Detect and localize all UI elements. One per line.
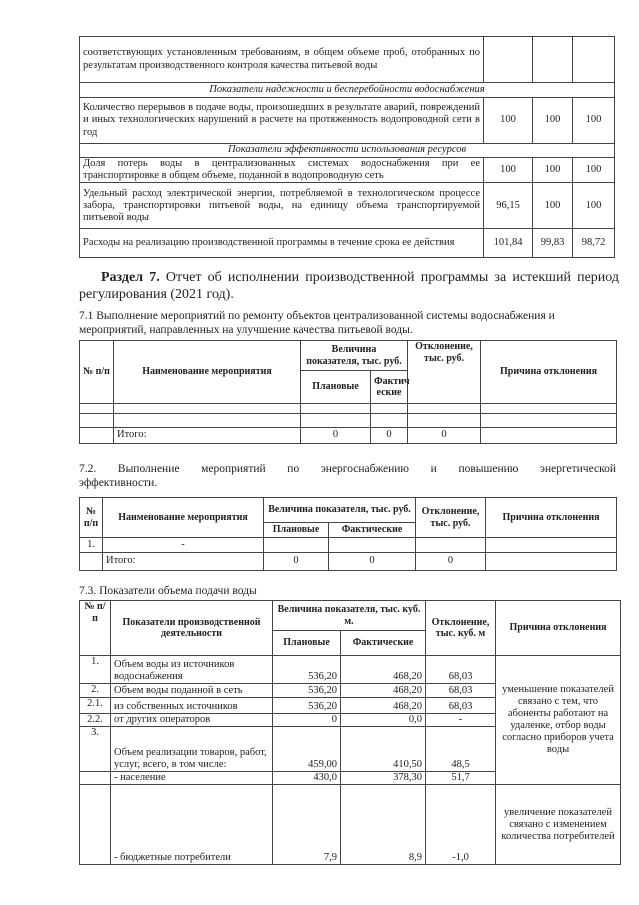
row-fact: 468,20: [341, 684, 426, 698]
indicator-name: Удельный расход электрической энергии, потребляемой в технологическом процессе забора, транспортировки питьевой воды, на единицу объема транспортируемой питьевой воды: [80, 183, 484, 229]
row-num: [80, 785, 111, 865]
section-7-3-title: 7.3. Показатели объема подачи воды: [79, 585, 257, 597]
row-num: 2.: [80, 684, 111, 698]
row-name: Объем воды поданной в сеть: [111, 684, 273, 698]
col-value: Величина показателя, тыс. куб. м.: [273, 601, 426, 631]
col-reason: Причина отклонения: [481, 341, 617, 404]
indicator-value: [533, 37, 573, 83]
col-fact: Фактические: [341, 631, 426, 656]
col-name: Показатели производственной деятельности: [111, 601, 273, 656]
indicator-value: 96,15: [484, 183, 533, 229]
indicator-name: Расходы на реализацию производственной программы в течение срока ее действия: [80, 229, 484, 258]
row-name: Объем реализации товаров, работ, услуг, всего, в том числе:: [111, 727, 273, 772]
total-fact: 0: [329, 553, 416, 571]
indicator-value: 98,72: [573, 229, 615, 258]
col-deviation: Отклонение, тыс. руб.: [408, 341, 481, 404]
table-row: [80, 656, 621, 684]
section-title: Отчет об исполнении производственной программы за истекший период регулирования (2021 год).: [79, 270, 620, 302]
row-deviation: -: [426, 714, 496, 727]
row-deviation: 68,03: [426, 656, 496, 684]
section-label: Раздел 7.: [101, 270, 160, 285]
col-deviation: Отклонение, тыс. руб.: [416, 498, 486, 538]
indicator-value: [573, 37, 615, 83]
row-plan: 430,0: [273, 772, 341, 785]
col-plan: Плановые: [273, 631, 341, 656]
table-row: [80, 414, 617, 428]
section-header: Показатели эффективности использования ресурсов: [80, 144, 615, 158]
row-name: - население: [111, 772, 273, 785]
row-num: 1.: [80, 656, 111, 684]
indicator-name: Доля потерь воды в централизованных системах водоснабжения при ее транспортировке в общем объеме, поданной в водопроводную сеть: [80, 158, 484, 183]
indicator-value: 100: [573, 158, 615, 183]
row-deviation: 48,5: [426, 727, 496, 772]
row-num: 3.: [80, 727, 111, 772]
indicator-value: 100: [573, 183, 615, 229]
row-name: Объем воды из источников водоснабжения: [111, 656, 273, 684]
row-num: [80, 772, 111, 785]
indicator-name: Количество перерывов в подаче воды, произошедших в результате аварий, повреждений и иных технологических нарушений в расчете на протяженность водопроводной сети в год: [80, 98, 484, 144]
row-num: 2.2.: [80, 714, 111, 727]
col-num: № п/п: [80, 601, 111, 656]
indicator-value: 99,83: [533, 229, 573, 258]
total-dev: 0: [408, 428, 481, 444]
total-label: Итого:: [114, 428, 301, 444]
row-deviation: 68,03: [426, 684, 496, 698]
row-plan: 0: [273, 714, 341, 727]
total-row: [80, 428, 617, 444]
deviation-reason: увеличение показателей связано с изменением количества потребителей: [496, 785, 621, 865]
table-row: [80, 538, 617, 553]
table-row: [80, 404, 617, 414]
total-row: [80, 553, 617, 571]
table-row: [80, 98, 615, 144]
indicator-value: 100: [533, 158, 573, 183]
section-7-1-title: 7.1 Выполнение мероприятий по ремонту объектов централизованной системы водоснабжения и мероприятий, направленных на улучшение качества питьевой воды.: [79, 310, 555, 336]
table-row: [80, 785, 621, 865]
row-deviation: -1,0: [426, 785, 496, 865]
row-fact: 0,0: [341, 714, 426, 727]
col-num: № п/п: [80, 498, 103, 538]
indicator-name: соответствующих установленным требованиям, в общем объеме проб, отобранных по результатам производственного контроля качества питьевой воды: [80, 37, 484, 83]
col-plan: Плановые: [264, 523, 329, 538]
row-plan: 536,20: [273, 656, 341, 684]
row-plan: 7,9: [273, 785, 341, 865]
section-7-2-title: 7.2. Выполнение мероприятий по энергоснабжению и повышению энергетической эффективности.: [79, 463, 616, 489]
row-name: из собственных источников: [111, 698, 273, 714]
table-row: [80, 183, 615, 229]
col-value: Величина показателя, тыс. руб.: [264, 498, 416, 523]
table-row: [80, 158, 615, 183]
row-fact: 468,20: [341, 698, 426, 714]
col-name: Наименование мероприятия: [103, 498, 264, 538]
col-value: Величина показателя, тыс. руб.: [301, 341, 408, 371]
deviation-reason: уменьшение показателей связано с тем, что абоненты работают на удаленке, отбор воды согласно приборов учета воды: [496, 656, 621, 785]
repairs-table: [79, 340, 617, 444]
col-name: Наименование мероприятия: [114, 341, 301, 404]
section-header: Показатели надежности и бесперебойности водоснабжения: [80, 83, 615, 98]
row-fact: 410,50: [341, 727, 426, 772]
indicator-value: [484, 37, 533, 83]
row-fact: 468,20: [341, 656, 426, 684]
total-dev: 0: [416, 553, 486, 571]
col-reason: Причина отклонения: [496, 601, 621, 656]
section-7-heading: [79, 270, 619, 304]
indicators-table: [79, 36, 615, 258]
col-fact: Фактич еские: [371, 371, 408, 404]
section-header-row: [80, 144, 615, 158]
row-plan: 459,00: [273, 727, 341, 772]
indicator-value: 100: [533, 183, 573, 229]
row-deviation: 68,03: [426, 698, 496, 714]
total-plan: 0: [301, 428, 371, 444]
indicator-value: 100: [484, 98, 533, 144]
row-name: -: [103, 538, 264, 553]
row-name: от других операторов: [111, 714, 273, 727]
row-fact: 378,30: [341, 772, 426, 785]
col-fact: Фактические: [329, 523, 416, 538]
col-plan: Плановые: [301, 371, 371, 404]
energy-table: [79, 497, 617, 571]
indicator-value: 100: [573, 98, 615, 144]
section-header-row: [80, 83, 615, 98]
total-fact: 0: [371, 428, 408, 444]
row-num: 1.: [80, 538, 103, 553]
row-name: - бюджетные потребители: [111, 785, 273, 865]
indicator-value: 100: [484, 158, 533, 183]
row-plan: 536,20: [273, 698, 341, 714]
row-plan: 536,20: [273, 684, 341, 698]
row-fact: 8,9: [341, 785, 426, 865]
row-deviation: 51,7: [426, 772, 496, 785]
col-reason: Причина отклонения: [486, 498, 617, 538]
total-label: Итого:: [103, 553, 264, 571]
water-supply-table: [79, 600, 621, 865]
table-row: [80, 229, 615, 258]
indicator-value: 101,84: [484, 229, 533, 258]
row-num: 2.1.: [80, 698, 111, 714]
table-row: [80, 37, 615, 83]
col-deviation: Отклонение, тыс. куб. м: [426, 601, 496, 656]
total-plan: 0: [264, 553, 329, 571]
col-num: № п/п: [80, 341, 114, 404]
indicator-value: 100: [533, 98, 573, 144]
